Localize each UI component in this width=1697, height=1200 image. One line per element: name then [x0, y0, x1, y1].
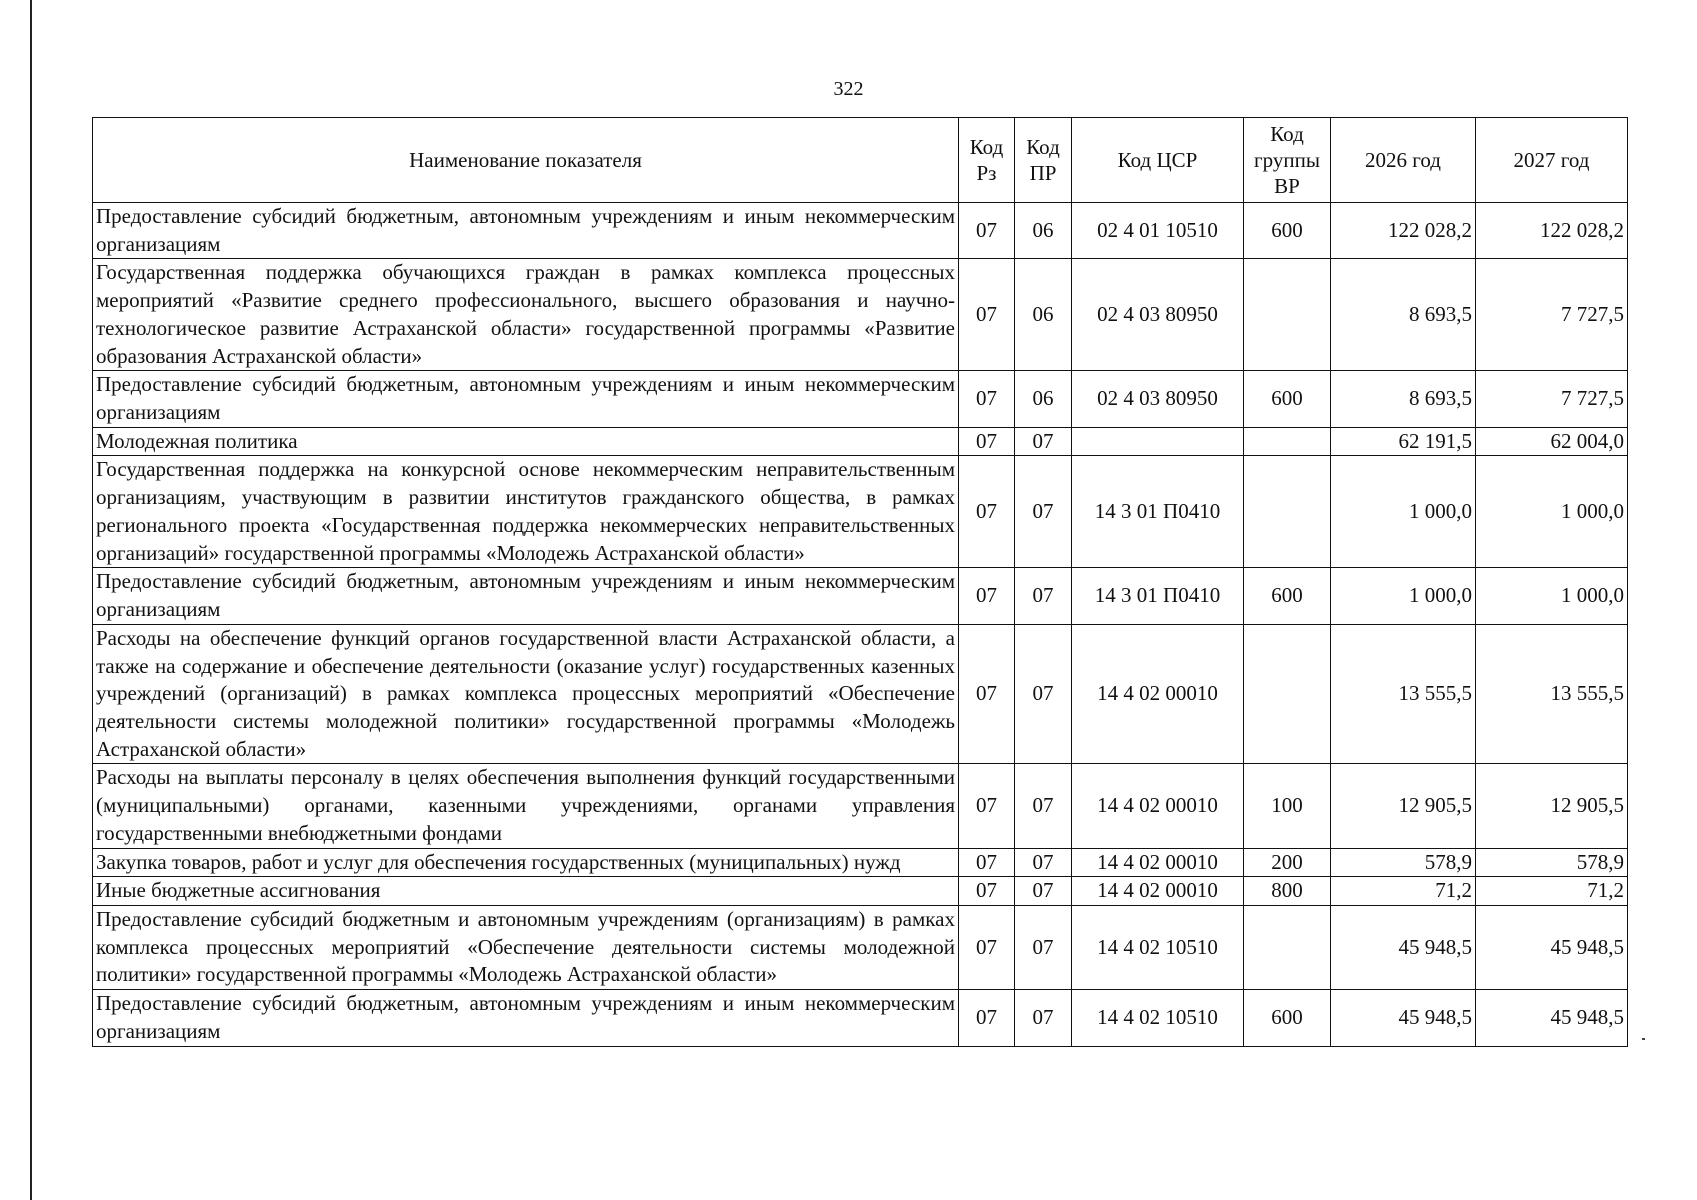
row-csr: 14 4 02 00010 — [1072, 764, 1244, 848]
table-row — [93, 427, 1628, 456]
row-2027: 62 004,0 — [1476, 427, 1628, 456]
row-pr: 06 — [1015, 371, 1072, 427]
row-2027: 7 727,5 — [1476, 371, 1628, 427]
row-rz: 07 — [959, 905, 1015, 989]
row-2026: 45 948,5 — [1331, 905, 1476, 989]
row-csr: 14 4 02 10510 — [1072, 905, 1244, 989]
row-csr: 14 4 02 00010 — [1072, 848, 1244, 877]
row-pr: 07 — [1015, 877, 1072, 906]
row-vr: 600 — [1244, 990, 1331, 1046]
table-header — [93, 118, 1628, 203]
row-2027: 122 028,2 — [1476, 203, 1628, 259]
header-2026: 2026 год — [1331, 118, 1476, 203]
row-vr: 600 — [1244, 371, 1331, 427]
binding-line — [30, 0, 32, 1200]
row-name: Молодежная политика — [93, 427, 959, 456]
header-vr: Код группы ВР — [1244, 118, 1331, 203]
row-2026: 1 000,0 — [1331, 456, 1476, 568]
row-2027: 7 727,5 — [1476, 259, 1628, 371]
row-2027: 578,9 — [1476, 848, 1628, 877]
header-row — [93, 118, 1628, 203]
row-name: Предоставление субсидий бюджетным, автономным учреждениям и иным некоммерческим организациям — [93, 371, 959, 427]
table-row — [93, 259, 1628, 371]
row-pr: 06 — [1015, 203, 1072, 259]
row-2026: 71,2 — [1331, 877, 1476, 906]
row-2026: 45 948,5 — [1331, 990, 1476, 1046]
row-2026: 62 191,5 — [1331, 427, 1476, 456]
row-csr: 02 4 03 80950 — [1072, 371, 1244, 427]
row-pr: 07 — [1015, 905, 1072, 989]
row-vr — [1244, 905, 1331, 989]
row-name: Предоставление субсидий бюджетным, автономным учреждениям и иным некоммерческим организациям — [93, 203, 959, 259]
row-rz: 07 — [959, 259, 1015, 371]
table-row — [93, 764, 1628, 848]
row-rz: 07 — [959, 624, 1015, 764]
row-2027: 12 905,5 — [1476, 764, 1628, 848]
row-vr: 600 — [1244, 203, 1331, 259]
row-pr: 07 — [1015, 624, 1072, 764]
header-name: Наименование показателя — [93, 118, 959, 203]
scan-mark — [1642, 1038, 1645, 1040]
row-2027: 1 000,0 — [1476, 568, 1628, 624]
budget-table — [92, 117, 1628, 1047]
table-row — [93, 568, 1628, 624]
row-rz: 07 — [959, 877, 1015, 906]
row-csr: 14 4 02 00010 — [1072, 877, 1244, 906]
row-csr: 02 4 03 80950 — [1072, 259, 1244, 371]
row-pr: 07 — [1015, 848, 1072, 877]
row-name: Предоставление субсидий бюджетным и автономным учреждениям (организациям) в рамках комплекса процессных мероприятий «Обеспечение деятельности системы молодежной политики» государственной программы «Молодежь Астраханской области» — [93, 905, 959, 989]
row-name: Предоставление субсидий бюджетным, автономным учреждениям и иным некоммерческим организациям — [93, 568, 959, 624]
row-2026: 578,9 — [1331, 848, 1476, 877]
table-row — [93, 371, 1628, 427]
row-pr: 07 — [1015, 427, 1072, 456]
row-name: Иные бюджетные ассигнования — [93, 877, 959, 906]
row-name: Расходы на обеспечение функций органов государственной власти Астраханской области, а также на содержание и обеспечение деятельности (оказание услуг) государственных казенных учреждений (организаций) в рамках комплекса процессных мероприятий «Обеспечение деятельности системы молодежной политики» государственной программы «Молодежь Астраханской области» — [93, 624, 959, 764]
row-rz: 07 — [959, 427, 1015, 456]
row-pr: 06 — [1015, 259, 1072, 371]
row-csr: 14 3 01 П0410 — [1072, 456, 1244, 568]
header-csr: Код ЦСР — [1072, 118, 1244, 203]
row-rz: 07 — [959, 764, 1015, 848]
table-row — [93, 877, 1628, 906]
row-name: Предоставление субсидий бюджетным, автономным учреждениям и иным некоммерческим организациям — [93, 990, 959, 1046]
table-row — [93, 905, 1628, 989]
row-2026: 12 905,5 — [1331, 764, 1476, 848]
header-2027: 2027 год — [1476, 118, 1628, 203]
row-2026: 8 693,5 — [1331, 371, 1476, 427]
header-rz: Код Рз — [959, 118, 1015, 203]
table-row — [93, 203, 1628, 259]
row-rz: 07 — [959, 848, 1015, 877]
row-rz: 07 — [959, 203, 1015, 259]
row-vr: 800 — [1244, 877, 1331, 906]
table-row — [93, 456, 1628, 568]
row-2027: 1 000,0 — [1476, 456, 1628, 568]
row-csr — [1072, 427, 1244, 456]
table-row — [93, 990, 1628, 1046]
row-csr: 14 3 01 П0410 — [1072, 568, 1244, 624]
row-vr: 200 — [1244, 848, 1331, 877]
row-2027: 45 948,5 — [1476, 990, 1628, 1046]
header-pr: Код ПР — [1015, 118, 1072, 203]
row-rz: 07 — [959, 371, 1015, 427]
row-csr: 02 4 01 10510 — [1072, 203, 1244, 259]
row-pr: 07 — [1015, 568, 1072, 624]
row-name: Государственная поддержка на конкурсной основе некоммерческим неправительственным организациям, участвующим в развитии институтов гражданского общества, в рамках регионального проекта «Государственная поддержка некоммерческих неправительственных организаций» государственной программы «Молодежь Астраханской области» — [93, 456, 959, 568]
table-row — [93, 848, 1628, 877]
row-name: Расходы на выплаты персоналу в целях обеспечения выполнения функций государственными (муниципальными) органами, казенными учреждениями, органами управления государственными внебюджетными фондами — [93, 764, 959, 848]
row-csr: 14 4 02 10510 — [1072, 990, 1244, 1046]
row-csr: 14 4 02 00010 — [1072, 624, 1244, 764]
row-vr — [1244, 259, 1331, 371]
row-vr: 600 — [1244, 568, 1331, 624]
row-2026: 122 028,2 — [1331, 203, 1476, 259]
row-vr — [1244, 427, 1331, 456]
row-name: Закупка товаров, работ и услуг для обеспечения государственных (муниципальных) нужд — [93, 848, 959, 877]
row-rz: 07 — [959, 990, 1015, 1046]
table-row — [93, 624, 1628, 764]
page-number: 322 — [833, 78, 864, 100]
row-2026: 8 693,5 — [1331, 259, 1476, 371]
row-name: Государственная поддержка обучающихся граждан в рамках комплекса процессных мероприятий «Развитие среднего профессионального, высшего образования и научно-технологическое развитие Астраханской области» государственной программы «Развитие образования Астраханской области» — [93, 259, 959, 371]
row-rz: 07 — [959, 456, 1015, 568]
row-vr: 100 — [1244, 764, 1331, 848]
row-2027: 71,2 — [1476, 877, 1628, 906]
row-2027: 45 948,5 — [1476, 905, 1628, 989]
row-rz: 07 — [959, 568, 1015, 624]
row-2027: 13 555,5 — [1476, 624, 1628, 764]
row-pr: 07 — [1015, 456, 1072, 568]
row-pr: 07 — [1015, 990, 1072, 1046]
row-pr: 07 — [1015, 764, 1072, 848]
row-vr — [1244, 456, 1331, 568]
table-body — [93, 203, 1628, 1047]
row-2026: 1 000,0 — [1331, 568, 1476, 624]
row-2026: 13 555,5 — [1331, 624, 1476, 764]
row-vr — [1244, 624, 1331, 764]
